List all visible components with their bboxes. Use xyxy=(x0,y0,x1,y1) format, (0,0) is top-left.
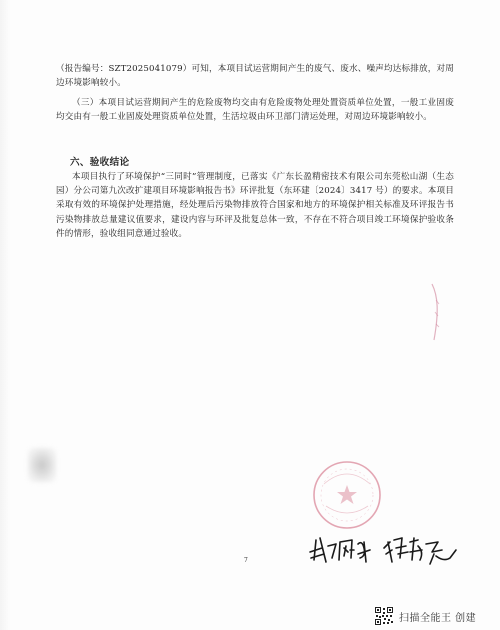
official-seal xyxy=(310,458,384,532)
seam-stamp-fragment xyxy=(428,282,442,342)
page-edge-shadow xyxy=(0,0,10,630)
scanner-watermark xyxy=(374,606,476,626)
conclusion-paragraph: 本项目执行了环境保护“三同时”管理制度，已落实《广东长盈精密技术有限公司东莞松山湖（生态园）分公司第九次改扩建项目环境影响报告书》环评批复（东环建〔2024〕3417 号）的要求。本项目采取有效的环境保护处理措施，经处理后污染物排放符合国家和地方的环境保护相关标准及环评报告书污染物排放总量建议值要求，建设内容与环评及批复总体一致，不存在不符合项目竣工环境保护验收条件的情形，验收组同意通过验收。 xyxy=(56,172,454,239)
section-heading-conclusion: 六、验收结论 xyxy=(70,157,130,168)
blurred-area xyxy=(28,448,56,482)
report-paragraph-2: （三）本项目试运营期间产生的危险废物均交由有危险废物处理处置资质单位处置，一般工业固废均交由有一般工业固废处理资质单位处置，生活垃圾由环卫部门清运处理，对周边环境影响较小。 xyxy=(56,98,454,123)
watermark-text: 扫描全能王 创建 xyxy=(399,612,477,624)
report-paragraph-1: （报告编号：SZT2025041079）可知，本项目试运营期间产生的废气、废水、噪声均达标排放，对周边环境影响较小。 xyxy=(56,64,454,89)
handwritten-signatures xyxy=(306,528,466,568)
page-number: 7 xyxy=(244,557,248,564)
qr-code-icon xyxy=(374,606,394,626)
